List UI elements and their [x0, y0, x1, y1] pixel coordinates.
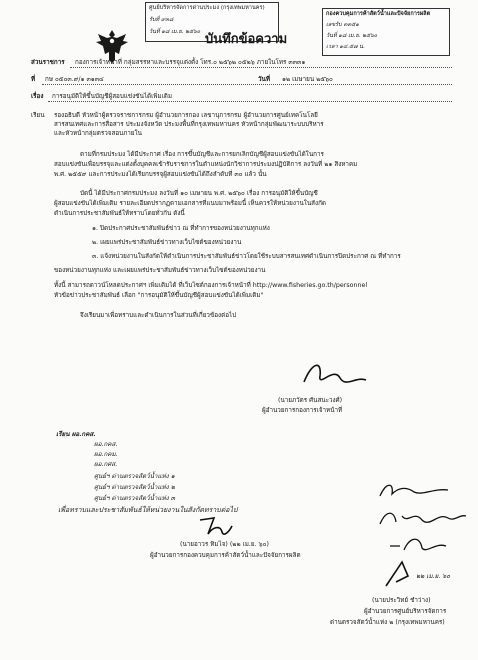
- para2-line-2: ผู้สอบแข่งขันได้เพิ่มเติม รายละเอียดปรากฏตามเอกสารที่แนบมาพร้อมนี้ เห็นควรให้หน่วยงานในสังกัด: [54, 200, 326, 207]
- signer1-title: ผู้อำนวยการกองการเจ้าหน้าที่: [262, 407, 343, 414]
- routing-handwritten-note: เพื่อทราบและประชาสัมพันธ์ให้หน่วยงานในสังกัดทราบต่อไป: [58, 506, 238, 514]
- date-label: วันที่: [258, 76, 270, 83]
- stamp-right-line4: เวลา ๑๔.๕๗ น.: [326, 44, 365, 50]
- signer3-title: ผู้อำนวยการศูนย์บริหารจัดการ: [364, 608, 447, 615]
- memo-title: บันทึกข้อความ: [205, 32, 288, 47]
- hand-date: ๒๒ เม.ย. ๖๐: [416, 573, 451, 580]
- signer2-title: ผู้อำนวยการกองควบคุมการค้าสัตว์น้ำและปัจจัยการผลิต: [150, 552, 301, 559]
- stamp-right-line1: กองควบคุมการค้าสัตว์น้ำและปัจจัยการผลิต: [326, 11, 431, 17]
- date-value: ๑๒ เมษายน ๒๕๖๐: [282, 76, 333, 83]
- para2-line-3: ดำเนินการประชาสัมพันธ์ให้ทราบโดยทั่วกัน ดังนี้: [54, 210, 185, 217]
- routing-line-3: ผอ.กศส.: [94, 461, 118, 468]
- ref-value: กษ ๐๕๐๓.๙/๑ ๓๑๓๔: [45, 76, 104, 83]
- list-item-1: ๑. ปิดประกาศประชาสัมพันธ์ข่าว ณ ที่ทำการของหน่วยงานทุกแห่ง: [92, 225, 270, 232]
- signature-1: [300, 358, 370, 392]
- agency-label: ส่วนราชการ: [31, 59, 65, 66]
- list-item-3-cont: ของหน่วยงานทุกแห่ง และเผยแพร่ประชาสัมพันธ์ข่าวทางเว็บไซต์ของหน่วยงาน: [54, 267, 266, 274]
- stamp-left-line3: วันที่ ๑๘ เม.ย. ๒๕๖๐: [149, 29, 201, 35]
- para1-line-3: พ.ศ. ๒๕๕๙ และการประมงได้เรียกบรรจุผู้สอบแข่งขันได้ถึงลำดับที่ ๓๐ แล้ว นั้น: [54, 171, 267, 178]
- handwritten-sign-a: [376, 478, 456, 504]
- closing-line: จึงเรียนมาเพื่อทราบและดำเนินการในส่วนที่เกี่ยวข้องต่อไป: [80, 312, 237, 319]
- signer2-name: (นายอาวร ทิมไจ) (๒๒ เม.ย. ๖๐): [180, 541, 269, 548]
- to-line-3: และหัวหน้ากลุ่มตรวจสอบภายใน: [54, 130, 142, 137]
- para1-line-2: สอบแข่งขันเพื่อบรรจุและแต่งตั้งบุคคลเข้ารับราชการในตำแหน่งนักวิชาการประมงปฏิบัติการ ลงวันที่ ๒๑ สิงหาคม: [54, 161, 358, 168]
- routing-line-5: ศูนย์ฯ ด่านตรวจสัตว์น้ำแห่ง ๒: [94, 484, 175, 491]
- receive-stamp-right: [322, 8, 450, 56]
- handwritten-sign-b: [374, 504, 470, 530]
- stamp-right-line3: วันที่ ๑๘ เม.ย. ๒๕๖๐: [326, 33, 378, 39]
- routing-line-1: ผอ.กคส.: [94, 441, 118, 448]
- agency-value: กองการเจ้าหน้าที่ กลุ่มสรรหาและบรรจุแต่งตั้ง โทร.๐ ๒๕๖๒ ๐๕๒๖ ภายในโทร ๓๓๓๑: [75, 59, 306, 66]
- para2-line-1: บัดนี้ ได้มีประกาศกรมประมง ลงวันที่ ๑๐ เมษายน พ.ศ. ๒๕๖๐ เรื่อง การอนุมัติให้ขึ้นบัญชี: [80, 190, 318, 197]
- para3-line-2: หัวข้อข่าวประชาสัมพันธ์ เลือก "การอนุมัติให้ขึ้นบัญชีผู้สอบแข่งขันได้เพิ่มเติม": [54, 292, 264, 299]
- signature-3: [380, 556, 420, 592]
- para3-line-1: ทั้งนี้ สามารถดาวน์โหลดประกาศฯ เพิ่มเติมได้ ที่เว็บไซต์กองการเจ้าหน้าที่ http://www.fisheries.go.th/personnel: [54, 282, 368, 289]
- stamp-left-line1: ศูนย์บริหารจัดการด่านประมง (กรุงเทพมหานคร): [149, 5, 265, 11]
- subject-value: การอนุมัติให้ขึ้นบัญชีผู้สอบแข่งขันได้เพิ่มเติม: [52, 93, 172, 100]
- subject-label: เรื่อง: [31, 93, 44, 100]
- para1-line-1: ตามที่กรมประมง ได้มีประกาศ เรื่อง การขึ้นบัญชีและการยกเลิกบัญชีผู้สอบแข่งขันได้ในการ: [80, 151, 324, 158]
- stamp-right-line2: เลขรับ ๓๓๕๑: [326, 22, 359, 28]
- ref-label: ที่: [31, 76, 36, 83]
- to-label: เรียน: [31, 112, 45, 119]
- signer3-name: (นายประวิทย์ ชำว่าง): [372, 597, 431, 604]
- signer1-name: (นายภวัตร ศันสนะวงศ์): [278, 397, 343, 404]
- signer3-title-2: ด่านตรวจสัตว์น้ำแห่ง ๒ (กรุงเทพมหานคร): [330, 619, 445, 626]
- stamp-left-line2: รับที่ ๙๓๘: [149, 17, 174, 23]
- to-line-1: รองอธิบดี หัวหน้าผู้ตรวจราชการกรม ผู้อำนวยการกอง เลขานุการกรม ผู้อำนวยการศูนย์เทคโนโลยี: [54, 112, 318, 119]
- routing-to: เรียน ผอ.กคส.: [56, 431, 96, 438]
- routing-line-6: ศูนย์ฯ ด่านตรวจสัตว์น้ำแห่ง ๓: [94, 495, 176, 502]
- list-item-2: ๒. เผยแพร่ประชาสัมพันธ์ข่าวทางเว็บไซต์ของหน่วยงาน: [92, 239, 242, 246]
- routing-line-2: ผอ.กคม.: [94, 451, 118, 458]
- handwritten-sign-c: [386, 530, 456, 558]
- to-line-2: สารสนเทศและการสื่อสาร ประมงจังหวัด ประมงพื้นที่กรุงเทพมหานคร หัวหน้ากลุ่มพัฒนาระบบบริหาร: [54, 121, 324, 128]
- routing-line-4: ศูนย์ฯ ด่านตรวจสัตว์น้ำแห่ง ๑: [94, 473, 175, 480]
- list-item-3: ๓. แจ้งหน่วยงานในสังกัดให้ดำเนินการประชาสัมพันธ์ข่าวโดยใช้ระบบสารสนเทศดำเนินการปิดประกาศ ณ ที่ทำการ: [92, 253, 401, 260]
- signature-2: [196, 512, 236, 542]
